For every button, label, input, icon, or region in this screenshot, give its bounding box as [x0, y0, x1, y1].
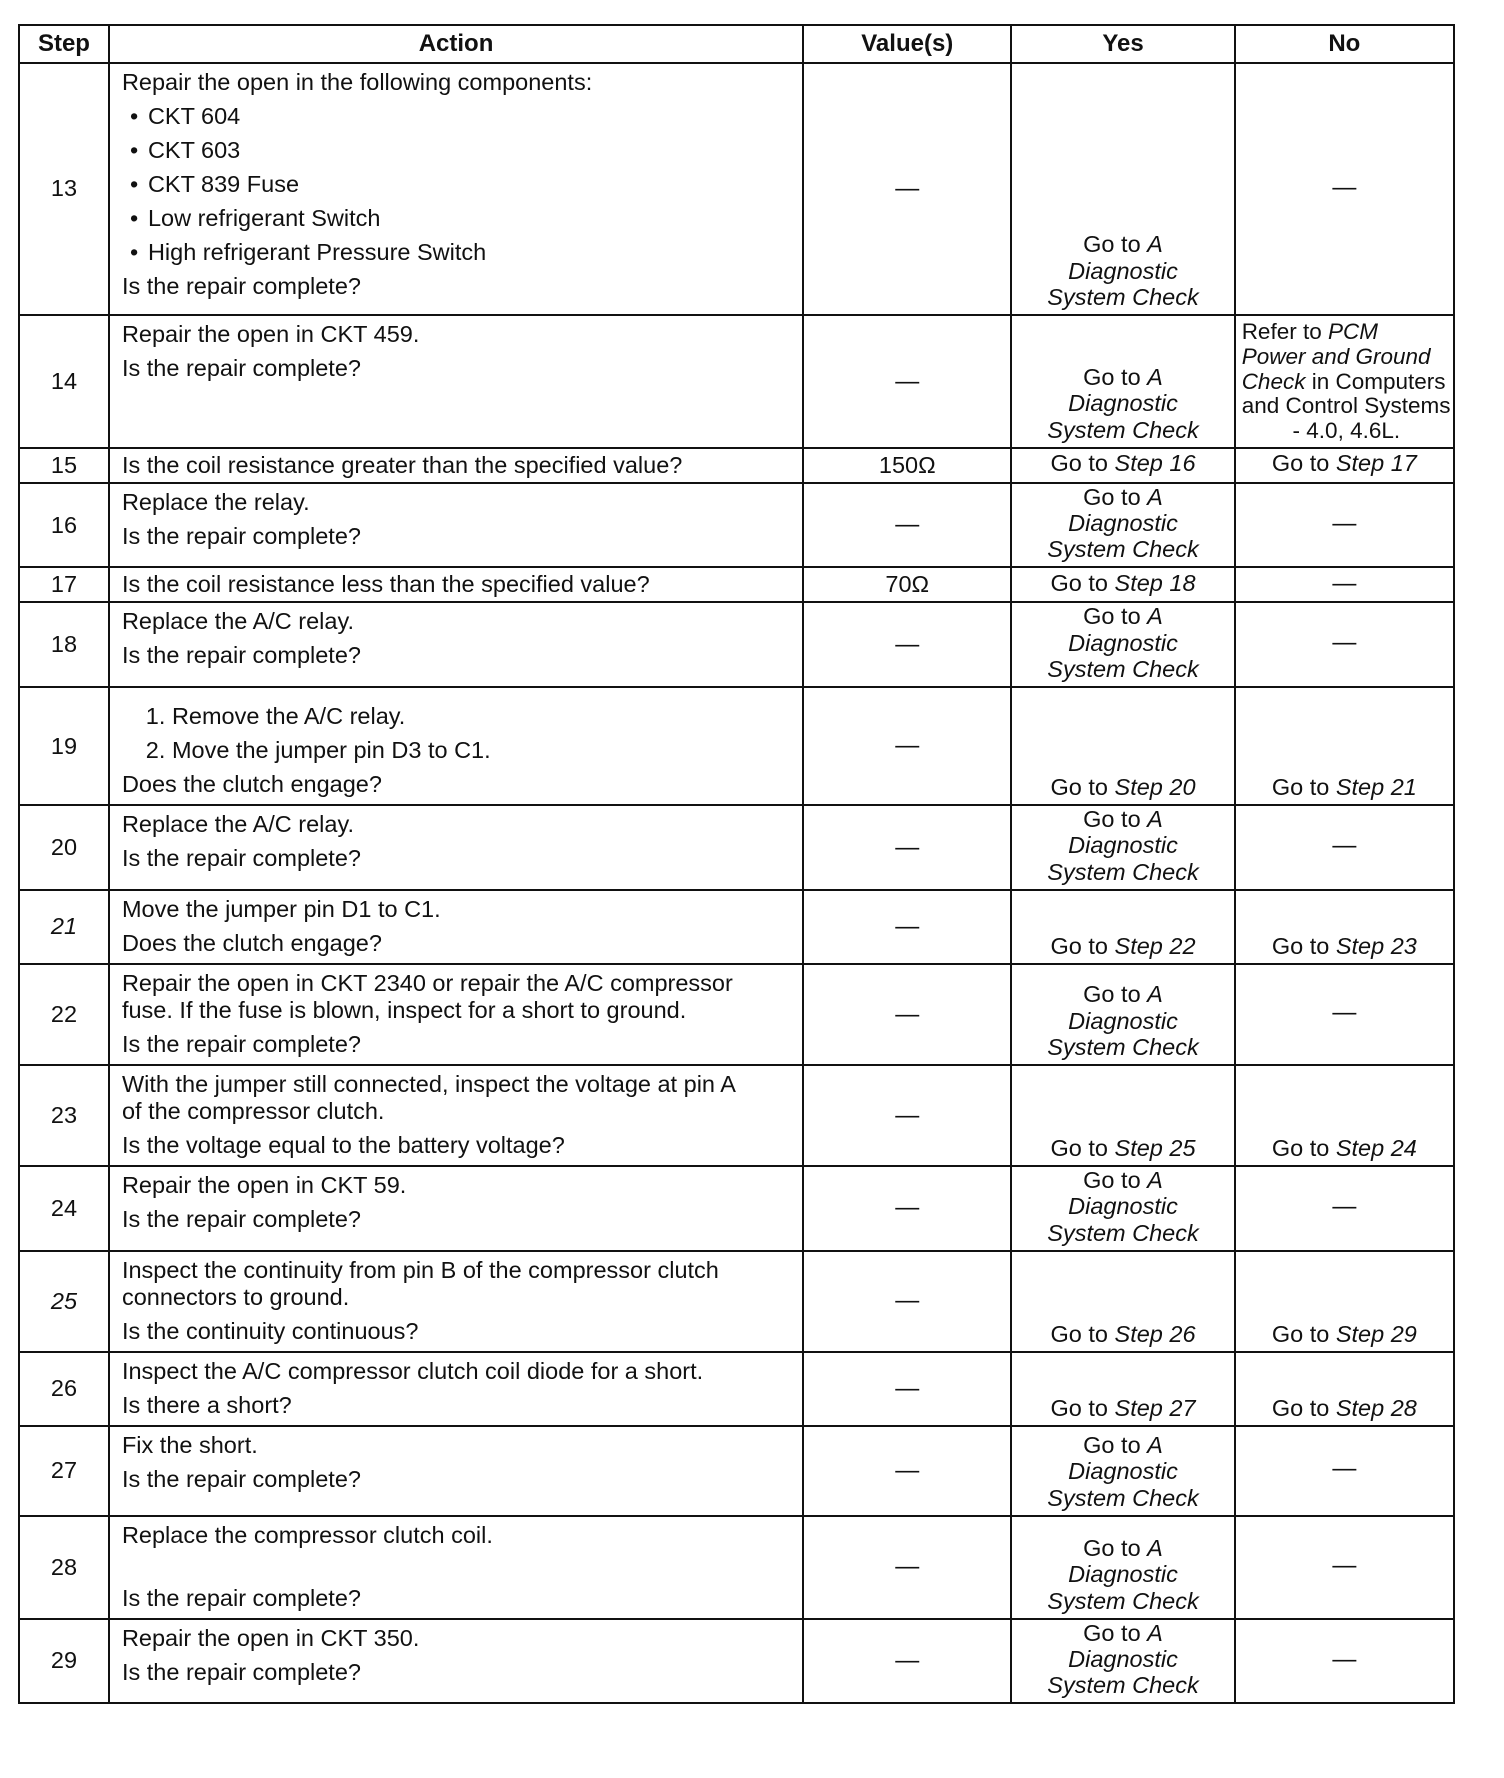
- table-row: [19, 63, 1454, 315]
- no-cell: Go to Step 23: [1235, 890, 1454, 964]
- action-question: Is the repair complete?: [121, 845, 361, 872]
- empty-dash: —: [1332, 1551, 1357, 1579]
- goto-diagnostic-check: Go to A Diagnostic System Check: [1047, 1619, 1199, 1699]
- table-row: [19, 483, 1454, 568]
- goto-diagnostic-check: Go to A Diagnostic System Check: [1047, 231, 1199, 310]
- action-question: Is the repair complete?: [121, 273, 361, 300]
- yes-cell: [1011, 805, 1234, 890]
- yes-cell: Go to Step 27: [1011, 1352, 1234, 1426]
- value-cell: [803, 890, 1011, 964]
- no-cell: Go to Step 17: [1235, 448, 1454, 483]
- yes-cell: [1011, 1619, 1234, 1704]
- diagnostic-table-container: [18, 24, 1455, 1704]
- goto-diagnostic-check: Go to A Diagnostic System Check: [1047, 806, 1199, 885]
- empty-dash: —: [1332, 173, 1357, 201]
- action-question: Does the clutch engage?: [121, 771, 382, 798]
- yes-cell: [1011, 602, 1234, 687]
- step-number: 15: [19, 448, 109, 483]
- action-question: Is the continuity continuous?: [121, 1317, 419, 1344]
- yes-cell: [1011, 964, 1234, 1065]
- table-row: [19, 1426, 1454, 1516]
- action-text: Replace the compressor clutch coil.: [121, 1521, 493, 1548]
- no-cell: [1235, 63, 1454, 315]
- action-question: Is the coil resistance greater than the specified value?: [121, 451, 683, 478]
- empty-dash: —: [1332, 1455, 1357, 1483]
- value-cell: [803, 602, 1011, 687]
- step-number: 16: [19, 483, 109, 568]
- list-item: • Low refrigerant Switch: [148, 205, 794, 232]
- table-row: [19, 890, 1454, 964]
- action-cell: [109, 1166, 803, 1251]
- yes-cell: Go to Step 18: [1011, 567, 1234, 602]
- action-text: Inspect the continuity from pin B of the compressor clutch: [121, 1256, 719, 1283]
- value-cell: [803, 1426, 1011, 1516]
- action-cell: [109, 1065, 803, 1166]
- empty-dash: —: [895, 1101, 920, 1129]
- action-question: Is there a short?: [121, 1391, 292, 1418]
- action-cell: [109, 805, 803, 890]
- step-number: 13: [19, 63, 109, 315]
- value-cell: 150Ω: [803, 448, 1011, 483]
- goto-diagnostic-check: Go to A Diagnostic System Check: [1047, 981, 1199, 1060]
- step-number: 28: [19, 1516, 109, 1619]
- step-number: 23: [19, 1065, 109, 1166]
- component-list: [122, 103, 794, 266]
- step-number: 25: [19, 1251, 109, 1352]
- action-cell: [109, 448, 803, 483]
- table-row: [19, 448, 1454, 483]
- no-cell: [1235, 1426, 1454, 1516]
- action-cell: [109, 1619, 803, 1704]
- table-row: [19, 567, 1454, 602]
- action-question: Is the repair complete?: [121, 355, 361, 382]
- step-number: 22: [19, 964, 109, 1065]
- step-number: 20: [19, 805, 109, 890]
- action-text: Repair the open in CKT 59.: [121, 1171, 407, 1198]
- no-cell: [1235, 483, 1454, 568]
- action-question: Is the voltage equal to the battery voltage?: [121, 1131, 565, 1158]
- value-cell: [803, 1516, 1011, 1619]
- table-row: [19, 1516, 1454, 1619]
- empty-dash: —: [895, 1194, 920, 1222]
- empty-dash: —: [895, 175, 920, 203]
- yes-cell: [1011, 315, 1234, 448]
- step-number: 19: [19, 687, 109, 805]
- empty-dash: —: [895, 1553, 920, 1581]
- value-cell: [803, 964, 1011, 1065]
- list-item: 1. Remove the A/C relay.: [172, 703, 794, 730]
- action-cell: [109, 483, 803, 568]
- action-cell: [109, 63, 803, 315]
- no-cell: Go to Step 28: [1235, 1352, 1454, 1426]
- value-cell: [803, 805, 1011, 890]
- header-yes: Yes: [1011, 25, 1234, 63]
- action-question: Does the clutch engage?: [121, 929, 382, 956]
- action-question: Is the repair complete?: [121, 1205, 361, 1232]
- yes-cell: [1011, 1516, 1234, 1619]
- value-cell: [803, 1352, 1011, 1426]
- table-row: [19, 1251, 1454, 1352]
- procedure-list: [122, 703, 794, 764]
- empty-dash: —: [895, 1647, 920, 1675]
- table-row: [19, 805, 1454, 890]
- action-question: Is the coil resistance less than the specified value?: [121, 571, 650, 598]
- yes-cell: Go to Step 22: [1011, 890, 1234, 964]
- no-cell: [1235, 602, 1454, 687]
- yes-cell: Go to Step 25: [1011, 1065, 1234, 1166]
- goto-diagnostic-check: Go to A Diagnostic System Check: [1047, 1166, 1199, 1246]
- action-cell: [109, 1426, 803, 1516]
- action-text: connectors to ground.: [121, 1283, 350, 1310]
- list-item: • CKT 603: [148, 137, 794, 164]
- empty-dash: —: [895, 912, 920, 940]
- empty-dash: —: [1332, 1192, 1357, 1220]
- value-cell: [803, 1619, 1011, 1704]
- header-step: Step: [19, 25, 109, 63]
- header-no: No: [1235, 25, 1454, 63]
- empty-dash: —: [895, 833, 920, 861]
- action-text: Fix the short.: [121, 1431, 258, 1458]
- value-cell: [803, 315, 1011, 448]
- action-question: Is the repair complete?: [121, 1658, 361, 1685]
- value-cell: [803, 687, 1011, 805]
- action-question: Is the repair complete?: [121, 1584, 361, 1611]
- list-item: 2. Move the jumper pin D3 to C1.: [172, 737, 794, 764]
- header-values: Value(s): [803, 25, 1011, 63]
- action-text: Replace the relay.: [121, 488, 310, 515]
- no-cell: Go to Step 29: [1235, 1251, 1454, 1352]
- action-question: Is the repair complete?: [121, 1030, 361, 1057]
- diagnostic-table: [18, 24, 1455, 1704]
- step-number: 27: [19, 1426, 109, 1516]
- yes-cell: Go to Step 16: [1011, 448, 1234, 483]
- goto-diagnostic-check: Go to A Diagnostic System Check: [1047, 483, 1199, 563]
- table-row: [19, 1166, 1454, 1251]
- empty-dash: —: [1332, 832, 1357, 860]
- empty-dash: —: [1332, 629, 1357, 657]
- value-cell: [803, 1166, 1011, 1251]
- action-question: Is the repair complete?: [121, 1465, 361, 1492]
- action-text: Move the jumper pin D1 to C1.: [121, 895, 441, 922]
- value-cell: [803, 1065, 1011, 1166]
- empty-dash: —: [895, 1456, 920, 1484]
- empty-dash: —: [895, 630, 920, 658]
- empty-dash: —: [1332, 569, 1357, 597]
- step-number: 29: [19, 1619, 109, 1704]
- header-row: [19, 25, 1454, 63]
- action-text: Replace the A/C relay.: [121, 608, 355, 635]
- value-cell: [803, 1251, 1011, 1352]
- no-cell: [1235, 1166, 1454, 1251]
- action-text: Repair the open in CKT 459.: [121, 321, 420, 347]
- list-item: • High refrigerant Pressure Switch: [148, 239, 794, 266]
- empty-dash: —: [895, 1374, 920, 1402]
- no-cell: [1235, 805, 1454, 890]
- empty-dash: —: [895, 1287, 920, 1315]
- no-cell: [1235, 1619, 1454, 1704]
- action-cell: [109, 315, 803, 448]
- yes-cell: [1011, 483, 1234, 568]
- no-cell: [1235, 964, 1454, 1065]
- action-cell: [109, 602, 803, 687]
- goto-diagnostic-check: Go to A Diagnostic System Check: [1047, 1431, 1199, 1511]
- action-text: fuse. If the fuse is blown, inspect for a short to ground.: [121, 996, 687, 1023]
- yes-cell: Go to Step 20: [1011, 687, 1234, 805]
- table-row: [19, 1352, 1454, 1426]
- list-item: • CKT 839 Fuse: [148, 171, 794, 198]
- step-number: 17: [19, 567, 109, 602]
- action-text: Repair the open in CKT 2340 or repair the A/C compressor: [121, 969, 733, 996]
- action-text: Repair the open in the following components:: [121, 69, 593, 95]
- yes-cell: Go to Step 26: [1011, 1251, 1234, 1352]
- action-question: Is the repair complete?: [121, 522, 361, 549]
- value-cell: 70Ω: [803, 567, 1011, 602]
- action-cell: [109, 1352, 803, 1426]
- empty-dash: —: [1332, 509, 1357, 537]
- action-text: of the compressor clutch.: [121, 1097, 385, 1124]
- no-cell-refer: Refer to PCM Power and Ground Check in Computers and Control Systems - 4.0, 4.6L.: [1235, 315, 1454, 448]
- no-cell: [1235, 567, 1454, 602]
- action-cell: [109, 964, 803, 1065]
- empty-dash: —: [895, 732, 920, 760]
- empty-dash: —: [1332, 1645, 1357, 1673]
- table-row: [19, 687, 1454, 805]
- yes-cell: [1011, 63, 1234, 315]
- table-row: [19, 964, 1454, 1065]
- value-cell: [803, 483, 1011, 568]
- step-number: 24: [19, 1166, 109, 1251]
- header-action: Action: [109, 25, 803, 63]
- table-row: [19, 315, 1454, 448]
- goto-diagnostic-check: Go to A Diagnostic System Check: [1047, 364, 1199, 443]
- list-item: • CKT 604: [148, 103, 794, 130]
- goto-diagnostic-check: Go to A Diagnostic System Check: [1047, 603, 1199, 683]
- step-number: 18: [19, 602, 109, 687]
- empty-dash: —: [895, 367, 920, 395]
- action-text: Inspect the A/C compressor clutch coil diode for a short.: [121, 1357, 704, 1384]
- step-number: 21: [19, 890, 109, 964]
- action-text: Repair the open in CKT 350.: [121, 1624, 420, 1651]
- action-cell: [109, 687, 803, 805]
- step-number: 26: [19, 1352, 109, 1426]
- action-question: Is the repair complete?: [121, 642, 361, 669]
- table-row: [19, 1065, 1454, 1166]
- action-text: With the jumper still connected, inspect the voltage at pin A: [121, 1070, 736, 1097]
- step-number: 14: [19, 315, 109, 448]
- table-row: [19, 1619, 1454, 1704]
- action-cell: [109, 1251, 803, 1352]
- no-cell: [1235, 1516, 1454, 1619]
- empty-dash: —: [895, 511, 920, 539]
- goto-diagnostic-check: Go to A Diagnostic System Check: [1047, 1534, 1199, 1614]
- empty-dash: —: [1332, 999, 1357, 1026]
- table-row: [19, 602, 1454, 687]
- no-cell: Go to Step 24: [1235, 1065, 1454, 1166]
- empty-dash: —: [895, 1000, 920, 1028]
- action-cell: [109, 890, 803, 964]
- value-cell: [803, 63, 1011, 315]
- yes-cell: [1011, 1166, 1234, 1251]
- yes-cell: [1011, 1426, 1234, 1516]
- action-cell: [109, 1516, 803, 1619]
- action-text: Replace the A/C relay.: [121, 811, 355, 838]
- action-cell: [109, 567, 803, 602]
- no-cell: Go to Step 21: [1235, 687, 1454, 805]
